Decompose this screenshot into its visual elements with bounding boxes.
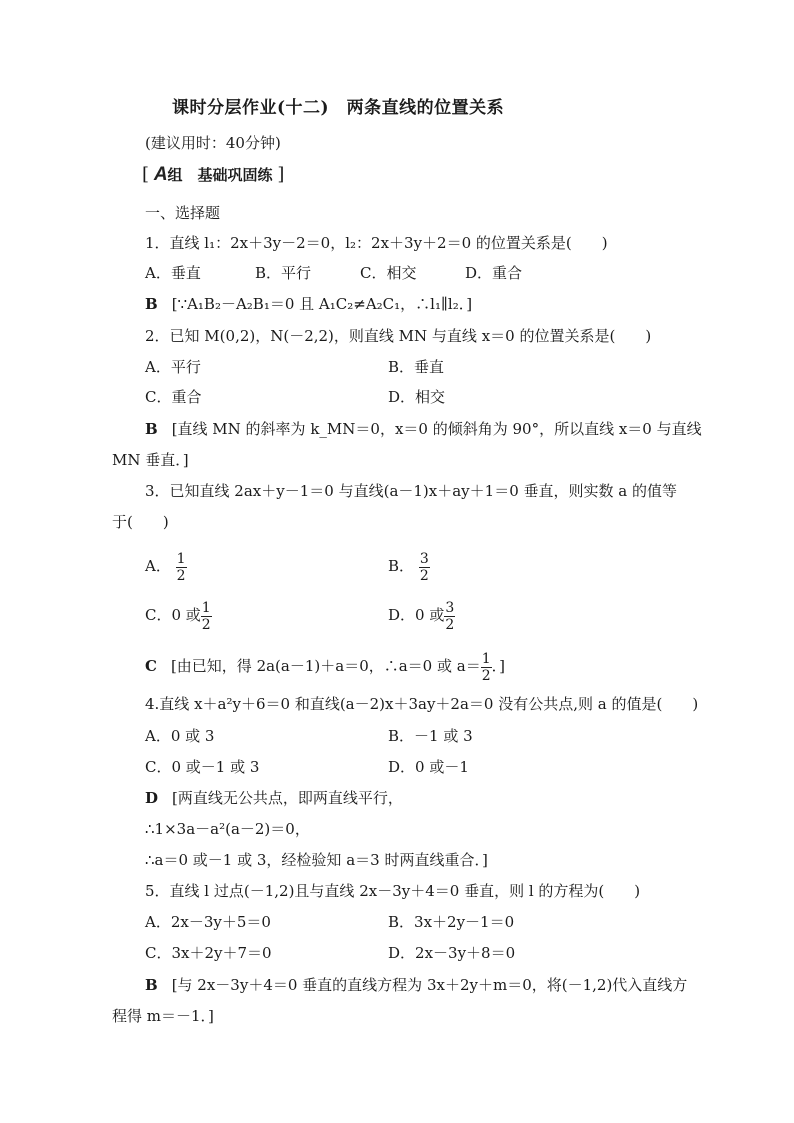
page-title: 课时分层作业(十二) 两条直线的位置关系 — [172, 98, 505, 118]
q3-option-c — [145, 597, 212, 633]
q5-option-b: B．3x＋2y－1＝0 — [388, 913, 515, 931]
q5-explain: [与 2x－3y＋4＝0 垂直的直线方程为 3x＋2y＋m＝0，将(－1,2)代入直线方 — [171, 976, 688, 994]
q1-answer-row — [145, 294, 472, 314]
q4-option-b: B．－1 或 3 — [388, 727, 473, 745]
q4-answer-row — [145, 788, 403, 808]
q3-option-d-label: D．0 或 — [388, 606, 445, 624]
q2-option-b: B．垂直 — [388, 358, 445, 376]
group-label: 组 基础巩固练 — [167, 166, 273, 184]
q1-option-c: C．相交 — [360, 264, 417, 282]
q5-answer: B — [145, 976, 158, 994]
q2-option-c: C．重合 — [145, 388, 202, 406]
right-bracket-icon: ] — [277, 164, 285, 185]
q5-answer-row — [145, 975, 687, 995]
left-bracket-icon: [ — [142, 164, 150, 185]
q3-option-b-label: B． — [388, 557, 415, 575]
q2-option-d: D．相交 — [388, 388, 446, 406]
q4-explain: [两直线无公共点，即两直线平行， — [172, 789, 403, 807]
q4-answer: D — [145, 789, 159, 807]
q3-option-d — [388, 597, 455, 633]
q3-option-b-fraction: $\frac{3}{2}$ — [419, 550, 429, 584]
q4-explain-3: ∴a＝0 或－1 或 3，经检验知 a＝3 时两直线重合．] — [145, 851, 488, 869]
q3-option-c-fraction: $\frac{1}{2}$ — [201, 599, 211, 633]
q1-explain: [∵A₁B₂－A₂B₁＝0 且 A₁C₂≠A₂C₁，∴l₁∥l₂．] — [171, 295, 473, 313]
q4-option-d: D．0 或－1 — [388, 758, 469, 776]
section-heading: 一、选择题 — [145, 204, 221, 222]
group-letter: A — [153, 164, 168, 185]
q5-option-c: C．3x＋2y＋7＝0 — [145, 944, 272, 962]
q1-answer: B — [145, 295, 158, 313]
q5-option-a: A．2x－3y＋5＝0 — [145, 913, 271, 931]
suggested-time: (建议用时：40分钟) — [145, 134, 281, 152]
q3-option-d-fraction: $\frac{3}{2}$ — [445, 599, 455, 633]
q2-stem: 2．已知 M(0,2)，N(－2,2)，则直线 MN 与直线 x＝0 的位置关系是( ) — [145, 327, 652, 345]
q3-explain-fraction: $\frac{1}{2}$ — [481, 650, 491, 684]
group-heading — [142, 165, 284, 185]
q1-option-d: D．重合 — [465, 264, 523, 282]
q5-explain-cont: 程得 m＝－1．] — [112, 1007, 214, 1025]
q4-option-c: C．0 或－1 或 3 — [145, 758, 260, 776]
q5-option-d: D．2x－3y＋8＝0 — [388, 944, 516, 962]
q5-stem: 5．直线 l 过点(－1,2)且与直线 2x－3y＋4＝0 垂直，则 l 的方程为( ) — [145, 882, 641, 900]
q2-explain: [直线 MN 的斜率为 k_MN＝0，x＝0 的倾斜角为 90°，所以直线 x＝0 与直线 — [171, 420, 702, 438]
q2-explain-cont: MN 垂直．] — [112, 451, 189, 469]
q2-answer: B — [145, 420, 158, 438]
q2-option-a: A．平行 — [145, 358, 201, 376]
q1-option-b: B．平行 — [255, 264, 312, 282]
q3-explain-end: ．] — [491, 657, 505, 675]
q3-option-b — [388, 548, 430, 584]
q3-stem: 3．已知直线 2ax＋y－1＝0 与直线(a－1)x＋ay＋1＝0 垂直，则实数 a 的值等 — [145, 482, 677, 500]
q3-answer: C — [145, 657, 157, 675]
q3-answer-row — [145, 648, 505, 684]
q1-option-a: A．垂直 — [145, 264, 201, 282]
q3-option-a-fraction: $\frac{1}{2}$ — [176, 550, 186, 584]
q4-option-a: A．0 或 3 — [145, 727, 215, 745]
q3-stem-cont: 于( ) — [112, 513, 169, 531]
q4-explain-2: ∴1×3a－a²(a－2)＝0， — [145, 820, 310, 838]
q3-explain: [由已知，得 2a(a－1)＋a＝0，∴a＝0 或 a＝ — [170, 657, 481, 675]
q3-option-a-label: A． — [145, 557, 171, 575]
q3-option-a — [145, 548, 187, 584]
q3-option-c-label: C．0 或 — [145, 606, 201, 624]
q1-options — [145, 263, 522, 283]
q4-stem: 4.直线 x＋a²y＋6＝0 和直线(a－2)x＋3ay＋2a＝0 没有公共点,则 a 的值是( ) — [145, 695, 699, 713]
q2-answer-row — [145, 419, 702, 439]
q1-stem: 1．直线 l₁：2x＋3y－2＝0，l₂：2x＋3y＋2＝0 的位置关系是( ) — [145, 234, 608, 252]
